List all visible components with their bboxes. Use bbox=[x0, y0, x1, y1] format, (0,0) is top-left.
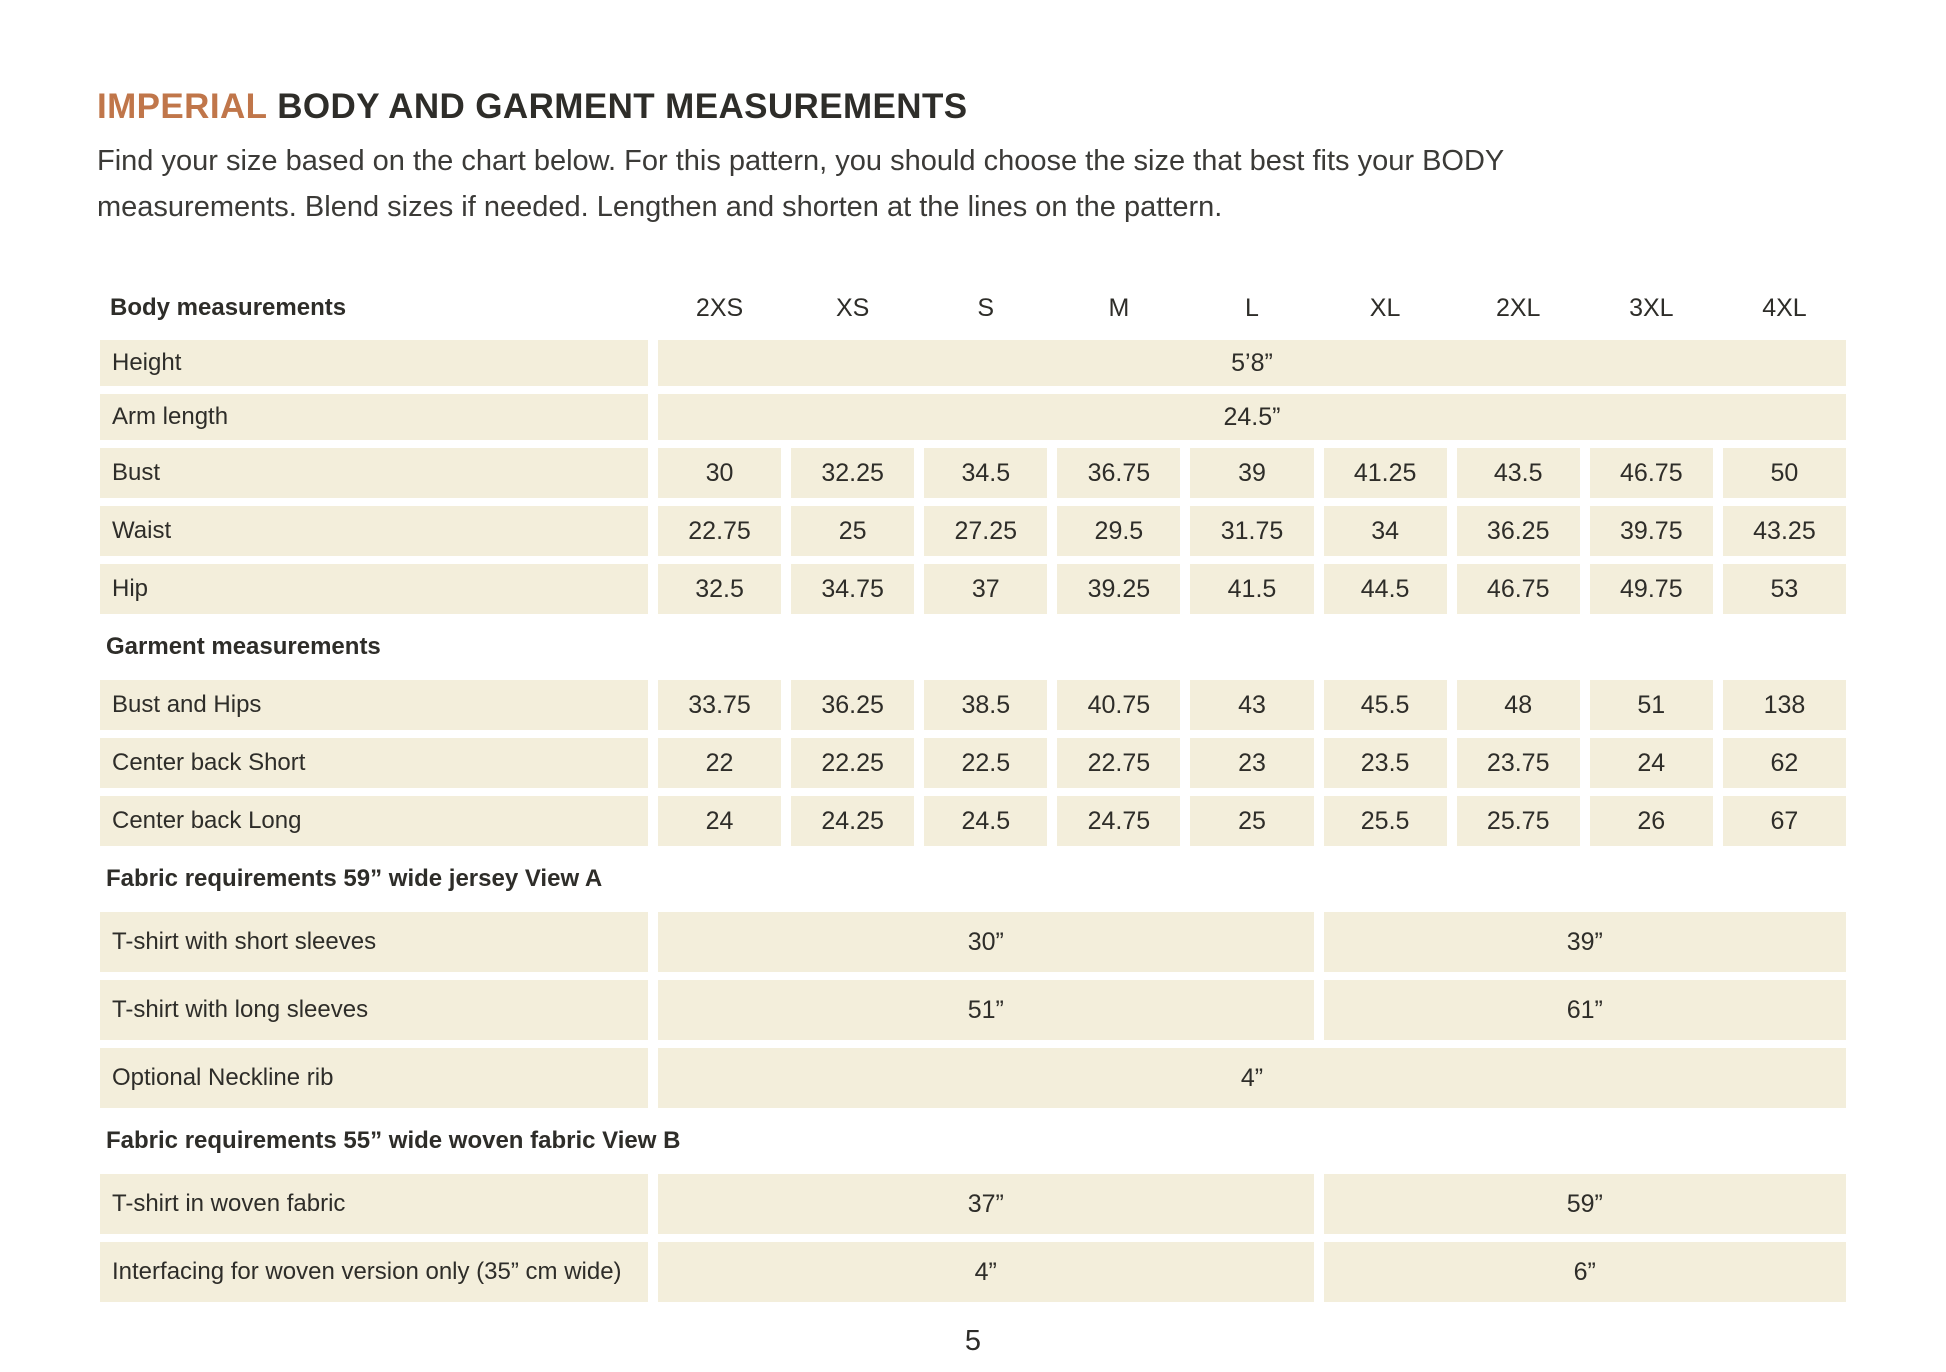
page-title bbox=[97, 86, 1946, 128]
section-header: Garment measurements bbox=[106, 633, 381, 660]
cell-value-xs: 24.25 bbox=[791, 796, 914, 846]
cell-value-3xl: 26 bbox=[1590, 796, 1713, 846]
size-header-s: S bbox=[977, 293, 995, 322]
row-label: Center back Long bbox=[100, 796, 648, 846]
cell-value-xl: 25.5 bbox=[1324, 796, 1447, 846]
page-title-main: BODY AND GARMENT MEASUREMENTS bbox=[277, 87, 968, 126]
size-header-xl: XL bbox=[1369, 293, 1401, 322]
row-value-right: 61” bbox=[1324, 980, 1846, 1040]
row-value-left: 37” bbox=[658, 1174, 1314, 1234]
intro-line-2: measurements. Blend sizes if needed. Lengthen and shorten at the lines on the pattern. bbox=[97, 191, 1223, 223]
row-label: Optional Neckline rib bbox=[100, 1048, 648, 1108]
row-value-span: 4” bbox=[658, 1048, 1846, 1108]
intro-line-1: Find your size based on the chart below. For this pattern, you should choose the size that best fits your BODY bbox=[97, 145, 1505, 177]
cell-value-l: 23 bbox=[1190, 738, 1313, 788]
cell-value-2xl: 36.25 bbox=[1457, 506, 1580, 556]
table-row bbox=[100, 796, 1846, 846]
cell-value-2xs: 30 bbox=[658, 448, 781, 498]
cell-value-m: 40.75 bbox=[1057, 680, 1180, 730]
row-label: Center back Short bbox=[100, 738, 648, 788]
size-header-2xl: 2XL bbox=[1495, 293, 1541, 322]
size-header-l: L bbox=[1245, 293, 1259, 322]
cell-value-xs: 36.25 bbox=[791, 680, 914, 730]
cell-value-xl: 45.5 bbox=[1324, 680, 1447, 730]
page-title-accent: IMPERIAL bbox=[97, 87, 268, 126]
cell-value-m: 39.25 bbox=[1057, 564, 1180, 614]
table-row bbox=[100, 340, 1846, 386]
cell-value-2xl: 48 bbox=[1457, 680, 1580, 730]
cell-value-m: 36.75 bbox=[1057, 448, 1180, 498]
row-value-left: 4” bbox=[658, 1242, 1314, 1302]
intro-paragraph bbox=[97, 138, 1946, 230]
page-number: 5 bbox=[964, 1325, 982, 1357]
cell-value-xl: 41.25 bbox=[1324, 448, 1447, 498]
row-value-span: 24.5” bbox=[658, 394, 1846, 440]
row-value-left: 30” bbox=[658, 912, 1314, 972]
cell-value-l: 43 bbox=[1190, 680, 1313, 730]
table-row bbox=[100, 1048, 1846, 1108]
cell-value-m: 29.5 bbox=[1057, 506, 1180, 556]
cell-value-3xl: 24 bbox=[1590, 738, 1713, 788]
row-label: Hip bbox=[100, 564, 648, 614]
cell-value-xs: 32.25 bbox=[791, 448, 914, 498]
row-label: Bust and Hips bbox=[100, 680, 648, 730]
cell-value-2xl: 46.75 bbox=[1457, 564, 1580, 614]
cell-value-4xl: 62 bbox=[1723, 738, 1846, 788]
cell-value-xs: 34.75 bbox=[791, 564, 914, 614]
document-header bbox=[0, 0, 1946, 230]
row-label: T-shirt with short sleeves bbox=[100, 912, 648, 972]
size-header-3xl: 3XL bbox=[1629, 293, 1674, 322]
cell-value-l: 25 bbox=[1190, 796, 1313, 846]
table-row bbox=[100, 394, 1846, 440]
table-header-row bbox=[100, 288, 1846, 328]
size-header-4xl: 4XL bbox=[1762, 293, 1807, 322]
size-chart-table bbox=[100, 288, 1846, 1302]
cell-value-s: 37 bbox=[924, 564, 1047, 614]
row-label: Waist bbox=[100, 506, 648, 556]
section-header: Fabric requirements 55” wide woven fabric View B bbox=[106, 1127, 681, 1154]
row-label: Arm length bbox=[100, 394, 648, 440]
table-row bbox=[100, 1242, 1846, 1302]
cell-value-2xs: 22 bbox=[658, 738, 781, 788]
row-label: T-shirt in woven fabric bbox=[100, 1174, 648, 1234]
row-label: Interfacing for woven version only (35” cm wide) bbox=[100, 1242, 648, 1302]
table-row bbox=[100, 912, 1846, 972]
cell-value-4xl: 67 bbox=[1723, 796, 1846, 846]
cell-value-l: 41.5 bbox=[1190, 564, 1313, 614]
row-value-right: 6” bbox=[1324, 1242, 1846, 1302]
row-label: Bust bbox=[100, 448, 648, 498]
table-row bbox=[100, 506, 1846, 556]
cell-value-4xl: 43.25 bbox=[1723, 506, 1846, 556]
table-row bbox=[100, 448, 1846, 498]
cell-value-s: 22.5 bbox=[924, 738, 1047, 788]
table-row bbox=[100, 1174, 1846, 1234]
cell-value-2xs: 32.5 bbox=[658, 564, 781, 614]
cell-value-2xl: 23.75 bbox=[1457, 738, 1580, 788]
row-label: Height bbox=[100, 340, 648, 386]
cell-value-3xl: 46.75 bbox=[1590, 448, 1713, 498]
cell-value-xl: 34 bbox=[1324, 506, 1447, 556]
cell-value-s: 38.5 bbox=[924, 680, 1047, 730]
table-row bbox=[100, 738, 1846, 788]
cell-value-l: 31.75 bbox=[1190, 506, 1313, 556]
cell-value-3xl: 51 bbox=[1590, 680, 1713, 730]
table-row bbox=[100, 980, 1846, 1040]
cell-value-s: 24.5 bbox=[924, 796, 1047, 846]
row-value-right: 39” bbox=[1324, 912, 1846, 972]
section-header: Fabric requirements 59” wide jersey View A bbox=[106, 865, 603, 892]
size-header-2xs: 2XS bbox=[695, 293, 744, 322]
cell-value-2xl: 25.75 bbox=[1457, 796, 1580, 846]
cell-value-m: 24.75 bbox=[1057, 796, 1180, 846]
column-header-label: Body measurements bbox=[110, 294, 347, 321]
cell-value-s: 34.5 bbox=[924, 448, 1047, 498]
cell-value-xl: 44.5 bbox=[1324, 564, 1447, 614]
cell-value-2xl: 43.5 bbox=[1457, 448, 1580, 498]
cell-value-m: 22.75 bbox=[1057, 738, 1180, 788]
row-value-left: 51” bbox=[658, 980, 1314, 1040]
cell-value-l: 39 bbox=[1190, 448, 1313, 498]
cell-value-4xl: 50 bbox=[1723, 448, 1846, 498]
row-label: T-shirt with long sleeves bbox=[100, 980, 648, 1040]
row-value-right: 59” bbox=[1324, 1174, 1846, 1234]
cell-value-s: 27.25 bbox=[924, 506, 1047, 556]
cell-value-xs: 22.25 bbox=[791, 738, 914, 788]
cell-value-2xs: 24 bbox=[658, 796, 781, 846]
cell-value-2xs: 22.75 bbox=[658, 506, 781, 556]
table-row bbox=[100, 564, 1846, 614]
cell-value-3xl: 49.75 bbox=[1590, 564, 1713, 614]
cell-value-3xl: 39.75 bbox=[1590, 506, 1713, 556]
cell-value-xs: 25 bbox=[791, 506, 914, 556]
size-header-m: M bbox=[1108, 293, 1130, 322]
table-row bbox=[100, 680, 1846, 730]
cell-value-xl: 23.5 bbox=[1324, 738, 1447, 788]
size-header-xs: XS bbox=[835, 293, 870, 322]
cell-value-4xl: 138 bbox=[1723, 680, 1846, 730]
row-value-span: 5’8” bbox=[658, 340, 1846, 386]
cell-value-4xl: 53 bbox=[1723, 564, 1846, 614]
cell-value-2xs: 33.75 bbox=[658, 680, 781, 730]
